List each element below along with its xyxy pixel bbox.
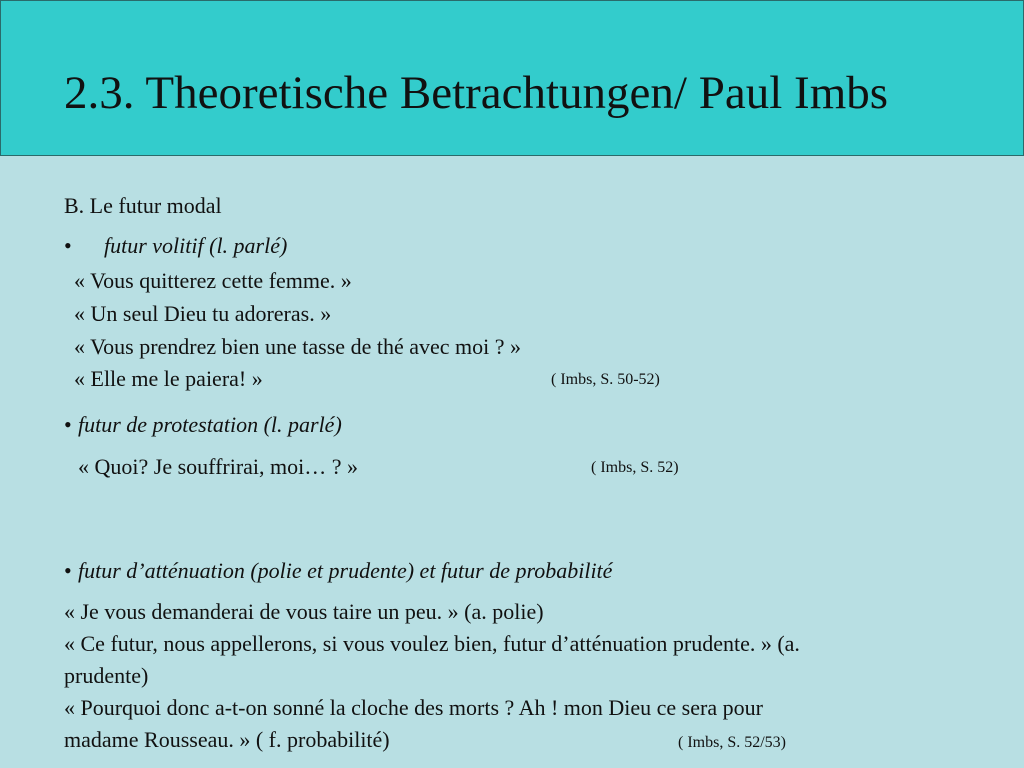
bullet-3-line-3: prudente) [64, 663, 149, 688]
bullet-3-line-4: « Pourquoi donc a-t-on sonné la cloche des morts ? Ah ! mon Dieu ce sera pour [64, 695, 763, 720]
slide-title: 2.3. Theoretische Betrachtungen/ Paul Imbs [64, 67, 889, 119]
section-heading: B. Le futur modal [64, 193, 222, 218]
bullet-1-quote-1: « Vous quitterez cette femme. » [74, 268, 352, 293]
bullet-2-marker: • [64, 412, 72, 437]
bullet-1-marker: • [64, 233, 72, 258]
bullet-1-reference: ( Imbs, S. 50-52) [551, 371, 660, 388]
bullet-3-marker: • [64, 558, 72, 583]
bullet-1-label: futur volitif (l. parlé) [104, 233, 288, 258]
bullet-1-quote-2: « Un seul Dieu tu adoreras. » [74, 301, 332, 326]
bullet-2-label: futur de protestation (l. parlé) [78, 412, 342, 437]
bullet-3-line-2: « Ce futur, nous appellerons, si vous voulez bien, futur d’atténuation prudente. » (a. [64, 631, 800, 656]
bullet-3-line-5: madame Rousseau. » ( f. probabilité) [64, 727, 390, 752]
bullet-2-reference: ( Imbs, S. 52) [591, 459, 679, 476]
bullet-3-reference: ( Imbs, S. 52/53) [678, 734, 786, 751]
bullet-3-label: futur d’atténuation (polie et prudente) et futur de probabilité [78, 558, 613, 583]
bullet-3-line-1: « Je vous demanderai de vous taire un peu. » (a. polie) [64, 599, 544, 624]
bullet-2-quote: « Quoi? Je souffrirai, moi… ? » [78, 454, 359, 479]
bullet-1-quote-4: « Elle me le paiera! » [74, 366, 263, 391]
bullet-1-quote-3: « Vous prendrez bien une tasse de thé avec moi ? » [74, 334, 521, 359]
